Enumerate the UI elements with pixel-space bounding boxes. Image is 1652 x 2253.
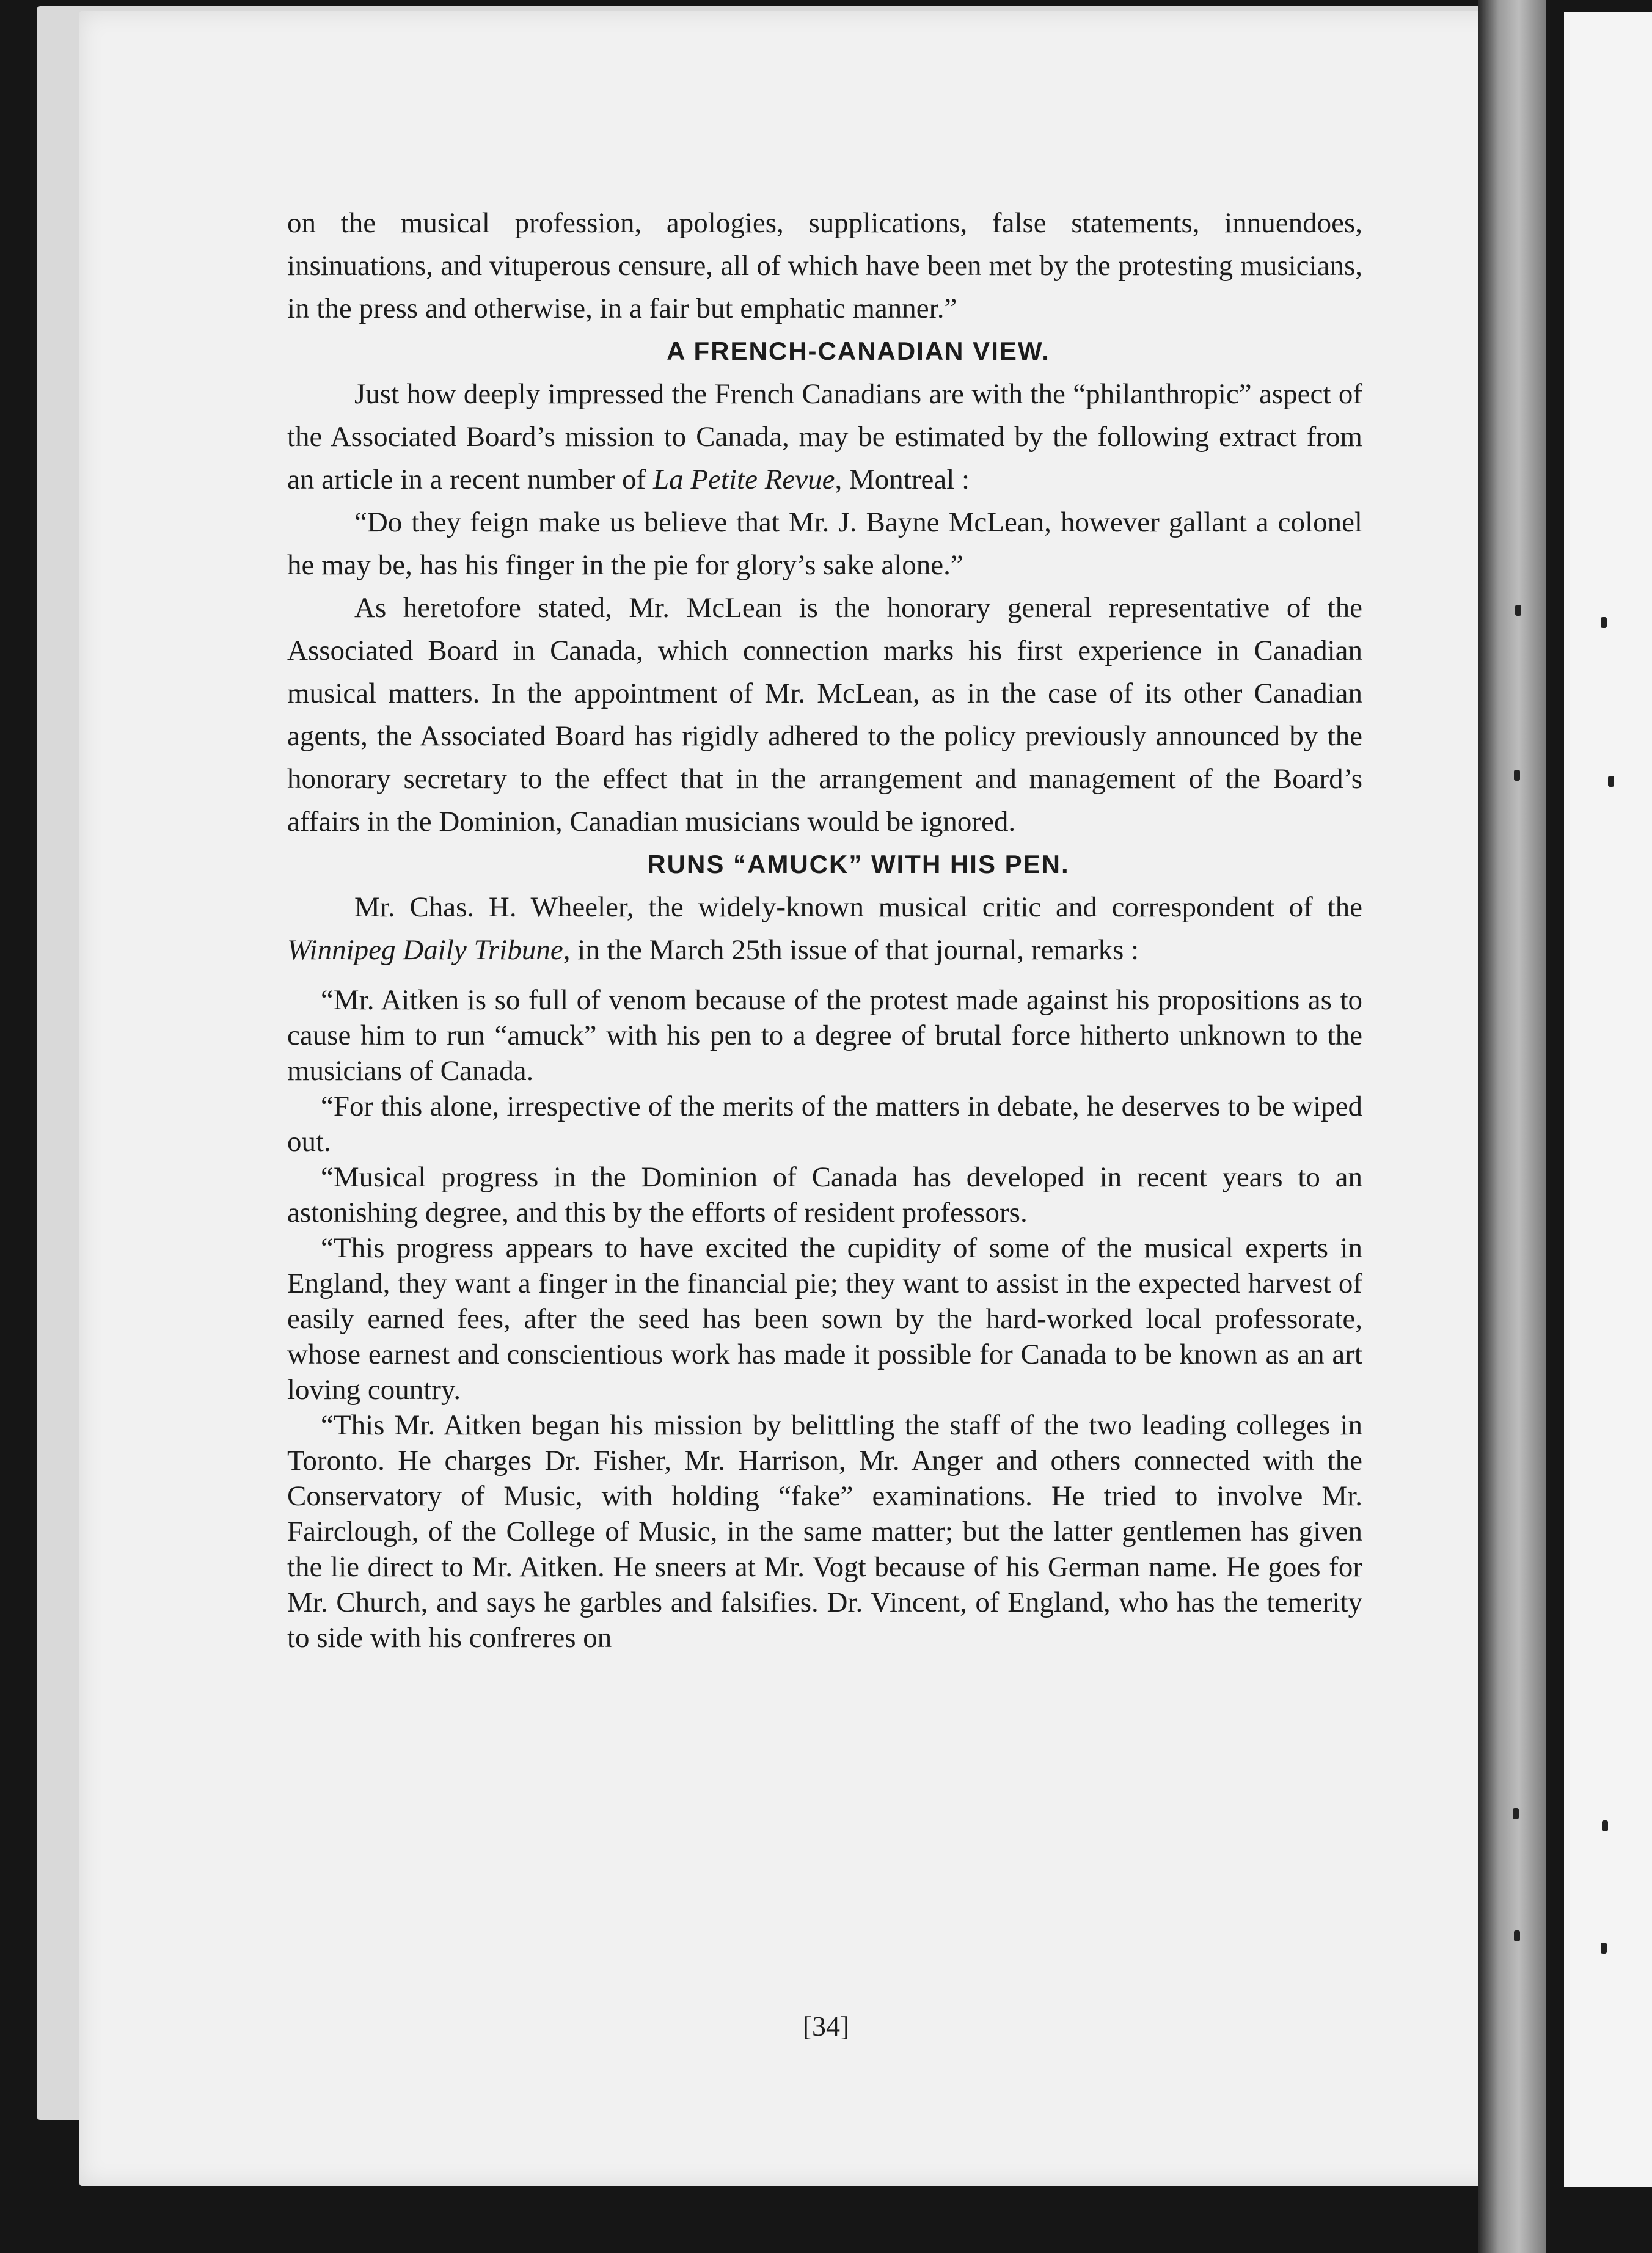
ink-mark xyxy=(1602,1820,1608,1831)
paragraph-text: Just how deeply impressed the French Canadians are with the “philanthropic” aspect of the Associated Board’s mission to Canada, may be estimated by the following extract from an article in a recent number of xyxy=(287,378,1362,495)
paragraph-text: , Montreal : xyxy=(835,464,970,495)
page-body-text xyxy=(287,202,1362,1656)
paragraph-mclean: As heretofore stated, Mr. McLean is the honorary general representative of the Associated Board in Canada, which connection marks his first experience in Canadian musical matters. In the appointment of Mr. McLean, as in the case of its other Canadian agents, the Associated Board has rigidly adhered to the policy previously announced by the honorary secretary to the effect that in the arrangement and management of the Board’s affairs in the Dominion, Canadian musicians would be ignored. xyxy=(287,592,1362,838)
publication-title: Winnipeg Daily Tribune xyxy=(287,934,563,966)
quotation-paragraph: “This progress appears to have excited the cupidity of some of the musical experts in England, they want a finger in the financial pie; they want to assist in the expected harvest of easily earned fees, after the seed has been sown by the hard-worked local professorate, whose earnest and conscientious work has made it possible for Canada to be known as an art loving country. xyxy=(287,1232,1362,1406)
paragraph-french-canadian-intro xyxy=(287,373,1362,501)
wheeler-quotation xyxy=(287,982,1362,1656)
ink-mark xyxy=(1601,1943,1607,1954)
quotation-paragraph: “Musical progress in the Dominion of Canada has developed in recent years to an astonishing degree, and this by the efforts of resident professors. xyxy=(287,1161,1362,1229)
ink-mark xyxy=(1601,617,1607,628)
quotation-petite-revue: “Do they feign make us believe that Mr. J. Bayne McLean, however gallant a colonel he may be, has his finger in the pie for glory’s sake alone.” xyxy=(287,506,1362,581)
section-heading-runs-amuck: RUNS “AMUCK” WITH HIS PEN. xyxy=(647,850,1070,878)
ink-mark xyxy=(1514,1930,1520,1941)
section-heading-french-canadian-view: A FRENCH-CANADIAN VIEW. xyxy=(667,337,1050,365)
quotation-paragraph: “For this alone, irrespective of the merits of the matters in debate, he deserves to be wiped out. xyxy=(287,1090,1362,1158)
paragraph-wheeler-intro xyxy=(287,886,1362,971)
quotation-paragraph: “This Mr. Aitken began his mission by belittling the staff of the two leading colleges in Toronto. He charges Dr. Fisher, Mr. Harrison, Mr. Anger and others connected with the Conservatory of Music, with holding “fake” examinations. He tried to involve Mr. Fairclough, of the College of Music, in the same matter; but the latter gentlemen has given the lie direct to Mr. Aitken. He sneers at Mr. Vogt because of his German name. He goes for Mr. Church, and says he garbles and falsifies. Dr. Vincent, of England, who has the temerity to side with his confreres on xyxy=(287,1409,1362,1654)
ink-mark xyxy=(1513,1808,1519,1819)
ink-mark xyxy=(1514,770,1520,781)
publication-title: La Petite Revue xyxy=(652,464,835,495)
paragraph-continuation: on the musical profession, apologies, supplications, false statements, innuendoes, insinuations, and vituperous censure, all of which have been met by the protesting musicians, in the press and otherwise, in a fair but emphatic manner.” xyxy=(287,207,1362,324)
ink-mark xyxy=(1515,605,1521,616)
page-gutter xyxy=(1478,0,1546,2253)
ink-mark xyxy=(1608,776,1614,787)
paragraph-text: Mr. Chas. H. Wheeler, the widely-known musical critic and correspondent of the xyxy=(354,891,1362,923)
quotation-paragraph: “Mr. Aitken is so full of venom because of the protest made against his propositions as to cause him to run “amuck” with his pen to a degree of brutal force hitherto unknown to the musicians of Canada. xyxy=(287,984,1362,1087)
page-number: [34] xyxy=(802,2010,850,2042)
paragraph-text: , in the March 25th issue of that journal, remarks : xyxy=(563,934,1139,966)
adjacent-page-edge xyxy=(1564,12,1652,2187)
